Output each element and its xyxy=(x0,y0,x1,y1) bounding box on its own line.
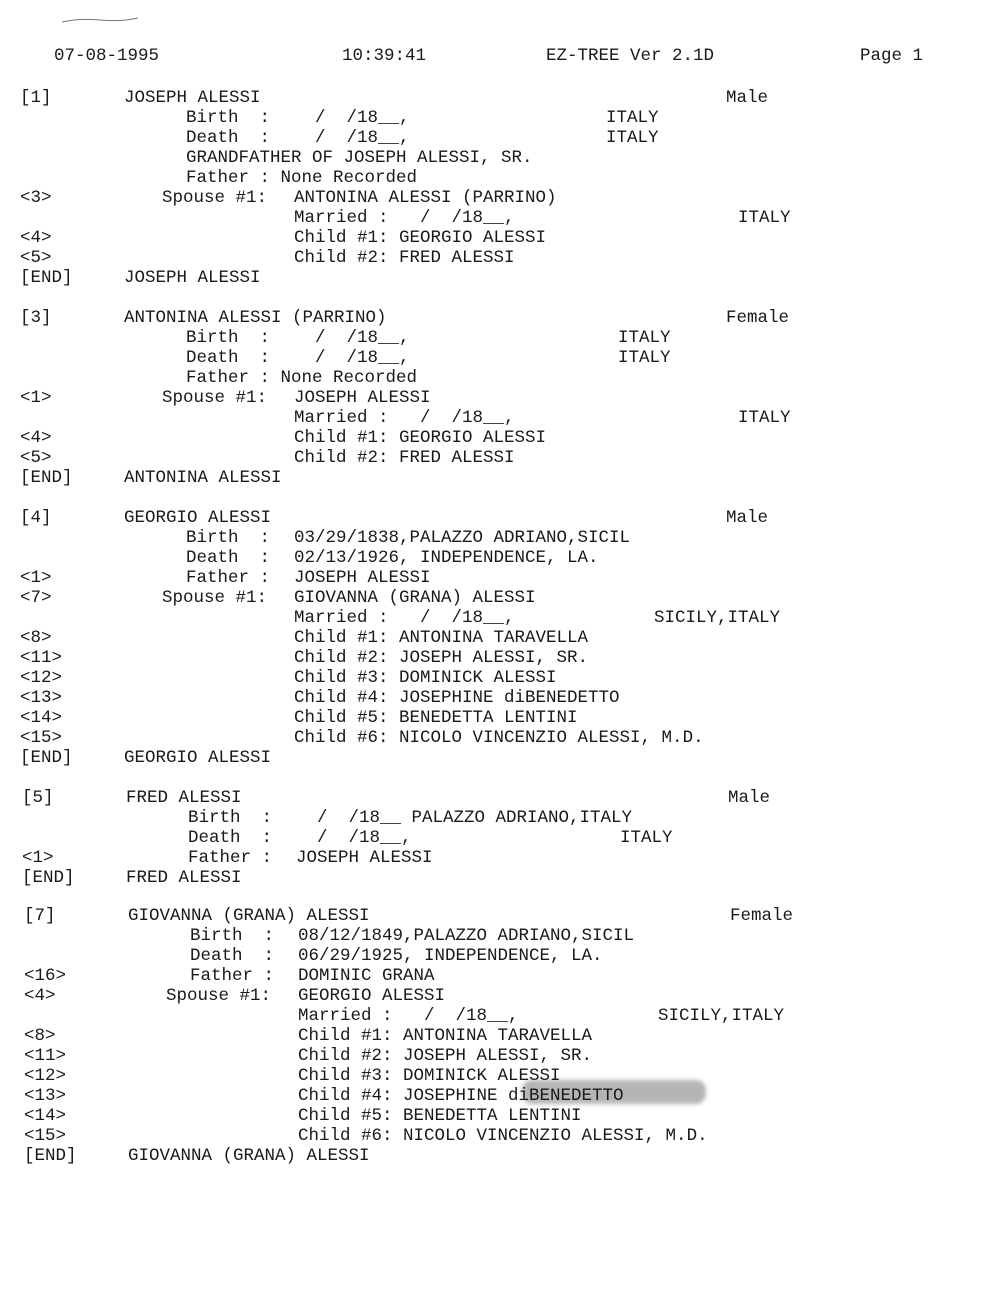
field-value: Child #2: JOSEPH ALESSI, SR. xyxy=(294,648,589,668)
record-line xyxy=(0,868,992,888)
field-label: Death : xyxy=(188,828,273,848)
record-ref: <3> xyxy=(20,188,52,208)
record-ref: <4> xyxy=(20,228,52,248)
record-line xyxy=(0,448,992,468)
record-line xyxy=(0,408,992,428)
record-ref: <8> xyxy=(24,1026,56,1046)
record-ref: [4] xyxy=(20,508,52,528)
field-value: DOMINIC GRANA xyxy=(298,966,435,986)
field-value: Child #1: ANTONINA TARAVELLA xyxy=(294,628,589,648)
field-label: Father : xyxy=(186,568,271,588)
person-name: FRED ALESSI xyxy=(126,788,242,808)
record-ref: <14> xyxy=(20,708,63,728)
record-line xyxy=(0,1026,992,1046)
record-line xyxy=(0,108,992,128)
field-label: Death : xyxy=(186,128,271,148)
record-ref: <12> xyxy=(20,668,63,688)
record-line xyxy=(0,388,992,408)
person-name: GEORGIO ALESSI xyxy=(124,748,272,768)
field-value: JOSEPH ALESSI xyxy=(294,568,431,588)
field-label: GRANDFATHER OF JOSEPH ALESSI, SR. xyxy=(186,148,533,168)
right-column-value: ITALY xyxy=(606,128,659,148)
record-ref: <4> xyxy=(20,428,52,448)
program-version: EZ-TREE Ver 2.1D xyxy=(546,46,715,66)
pen-scribble-mark xyxy=(60,12,140,26)
report-date: 07-08-1995 xyxy=(54,46,160,66)
record-line xyxy=(0,188,992,208)
right-column-value: Male xyxy=(728,788,771,808)
field-label: Father : None Recorded xyxy=(186,368,418,388)
field-value: GEORGIO ALESSI xyxy=(298,986,446,1006)
record-line xyxy=(0,248,992,268)
record-line xyxy=(0,208,992,228)
record-line xyxy=(0,588,992,608)
field-value: JOSEPH ALESSI xyxy=(294,388,431,408)
field-value: Child #3: DOMINICK ALESSI xyxy=(294,668,557,688)
field-value: / /18__, xyxy=(294,328,410,348)
record-line xyxy=(0,748,992,768)
field-value: 06/29/1925, INDEPENDENCE, LA. xyxy=(298,946,603,966)
field-value: GIOVANNA (GRANA) ALESSI xyxy=(294,588,536,608)
person-name: GIOVANNA (GRANA) ALESSI xyxy=(128,1146,370,1166)
record-ref: <14> xyxy=(24,1106,67,1126)
record-ref: <1> xyxy=(20,388,52,408)
right-column-value: ITALY xyxy=(738,208,791,228)
right-column-value: ITALY xyxy=(618,348,671,368)
right-column-value: Male xyxy=(726,88,769,108)
field-value: Married : / /18__, xyxy=(294,208,515,228)
field-value: Child #2: FRED ALESSI xyxy=(294,248,515,268)
record-line xyxy=(0,508,992,528)
record-line xyxy=(0,946,992,966)
record-ref: <13> xyxy=(20,688,63,708)
record-line xyxy=(0,1146,992,1166)
record-line xyxy=(0,368,992,388)
record-line xyxy=(0,668,992,688)
record-ref: <15> xyxy=(20,728,63,748)
field-value: Child #6: NICOLO VINCENZIO ALESSI, M.D. xyxy=(294,728,704,748)
record-line xyxy=(0,568,992,588)
record-line xyxy=(0,428,992,448)
record-line xyxy=(0,848,992,868)
record-ref: <7> xyxy=(20,588,52,608)
right-column-value: ITALY xyxy=(618,328,671,348)
field-value: ANTONINA ALESSI (PARRINO) xyxy=(294,188,557,208)
record-line xyxy=(0,1006,992,1026)
record-ref: <1> xyxy=(22,848,54,868)
record-line xyxy=(0,1046,992,1066)
record-line xyxy=(0,728,992,748)
field-value: 02/13/1926, INDEPENDENCE, LA. xyxy=(294,548,599,568)
field-label: Spouse #1: xyxy=(162,388,268,408)
field-value: Married : / /18__, xyxy=(294,608,515,628)
field-value: Child #3: DOMINICK ALESSI xyxy=(298,1066,561,1086)
record-line xyxy=(0,608,992,628)
field-value: 03/29/1838,PALAZZO ADRIANO,SICIL xyxy=(294,528,631,548)
record-ref: <16> xyxy=(24,966,67,986)
record-ref: [3] xyxy=(20,308,52,328)
record-line xyxy=(0,88,992,108)
right-column-value: ITALY xyxy=(620,828,673,848)
record-ref: <13> xyxy=(24,1086,67,1106)
field-label: Father : xyxy=(190,966,275,986)
field-value: Child #1: GEORGIO ALESSI xyxy=(294,428,547,448)
person-name: FRED ALESSI xyxy=(126,868,242,888)
field-value: / /18__, xyxy=(294,108,410,128)
record-ref: <15> xyxy=(24,1126,67,1146)
record-line xyxy=(0,708,992,728)
right-column-value: Female xyxy=(726,308,790,328)
record-line xyxy=(0,168,992,188)
record-line xyxy=(0,986,992,1006)
record-ref: [5] xyxy=(22,788,54,808)
record-line xyxy=(0,308,992,328)
field-label: Birth : xyxy=(188,808,273,828)
field-value: / /18__, xyxy=(294,348,410,368)
record-ref: <8> xyxy=(20,628,52,648)
record-ref: <4> xyxy=(24,986,56,1006)
field-value: / /18__ PALAZZO ADRIANO,ITALY xyxy=(296,808,633,828)
record-ref: <1> xyxy=(20,568,52,588)
record-line xyxy=(0,148,992,168)
record-line xyxy=(0,268,992,288)
field-label: Birth : xyxy=(186,328,271,348)
person-name: JOSEPH ALESSI xyxy=(124,88,261,108)
record-line xyxy=(0,528,992,548)
field-value: Child #2: JOSEPH ALESSI, SR. xyxy=(298,1046,593,1066)
field-value: / /18__, xyxy=(296,828,412,848)
field-value: / /18__, xyxy=(294,128,410,148)
record-line xyxy=(0,808,992,828)
record-ref: <11> xyxy=(20,648,63,668)
field-label: Birth : xyxy=(186,528,271,548)
field-value: JOSEPH ALESSI xyxy=(296,848,433,868)
right-column-value: SICILY,ITALY xyxy=(654,608,781,628)
field-value: Married : / /18__, xyxy=(298,1006,519,1026)
page-number: Page 1 xyxy=(860,46,924,66)
field-value: Child #2: FRED ALESSI xyxy=(294,448,515,468)
person-name: GIOVANNA (GRANA) ALESSI xyxy=(128,906,370,926)
record-line xyxy=(0,228,992,248)
record-line xyxy=(0,128,992,148)
field-label: Father : xyxy=(188,848,273,868)
record-line xyxy=(0,1106,992,1126)
field-label: Birth : xyxy=(190,926,275,946)
record-ref: [END] xyxy=(24,1146,77,1166)
field-label: Father : None Recorded xyxy=(186,168,418,188)
record-line xyxy=(0,348,992,368)
record-line xyxy=(0,648,992,668)
field-label: Spouse #1: xyxy=(162,588,268,608)
record-line xyxy=(0,688,992,708)
record-line xyxy=(0,1086,992,1106)
record-line xyxy=(0,328,992,348)
field-value: Child #1: ANTONINA TARAVELLA xyxy=(298,1026,593,1046)
record-line xyxy=(0,1126,992,1146)
right-column-value: Female xyxy=(730,906,794,926)
record-line xyxy=(0,1066,992,1086)
field-label: Death : xyxy=(186,548,271,568)
record-ref: [1] xyxy=(20,88,52,108)
record-ref: <11> xyxy=(24,1046,67,1066)
record-line xyxy=(0,966,992,986)
record-ref: [END] xyxy=(20,268,73,288)
field-label: Birth : xyxy=(186,108,271,128)
record-ref: [END] xyxy=(20,468,73,488)
field-value: Child #5: BENEDETTA LENTINI xyxy=(298,1106,582,1126)
right-column-value: ITALY xyxy=(738,408,791,428)
field-label: Death : xyxy=(186,348,271,368)
right-column-value: SICILY,ITALY xyxy=(658,1006,785,1026)
record-line xyxy=(0,628,992,648)
right-column-value: ITALY xyxy=(606,108,659,128)
record-line xyxy=(0,906,992,926)
field-value: Married : / /18__, xyxy=(294,408,515,428)
person-name: GEORGIO ALESSI xyxy=(124,508,272,528)
record-line xyxy=(0,468,992,488)
field-value: Child #5: BENEDETTA LENTINI xyxy=(294,708,578,728)
field-label: Death : xyxy=(190,946,275,966)
person-name: ANTONINA ALESSI (PARRINO) xyxy=(124,308,387,328)
person-name: JOSEPH ALESSI xyxy=(124,268,261,288)
field-value: Child #4: JOSEPHINE diBENEDETTO xyxy=(294,688,620,708)
record-ref: <5> xyxy=(20,448,52,468)
field-value: Child #1: GEORGIO ALESSI xyxy=(294,228,547,248)
right-column-value: Male xyxy=(726,508,769,528)
record-ref: [7] xyxy=(24,906,56,926)
field-label: Spouse #1: xyxy=(162,188,268,208)
record-line xyxy=(0,926,992,946)
record-ref: <5> xyxy=(20,248,52,268)
record-line xyxy=(0,828,992,848)
record-line xyxy=(0,788,992,808)
record-line xyxy=(0,548,992,568)
record-ref: [END] xyxy=(22,868,75,888)
record-ref: <12> xyxy=(24,1066,67,1086)
record-ref: [END] xyxy=(20,748,73,768)
field-value: 08/12/1849,PALAZZO ADRIANO,SICIL xyxy=(298,926,635,946)
person-name: ANTONINA ALESSI xyxy=(124,468,282,488)
report-time: 10:39:41 xyxy=(342,46,427,66)
field-value: Child #6: NICOLO VINCENZIO ALESSI, M.D. xyxy=(298,1126,708,1146)
field-label: Spouse #1: xyxy=(166,986,272,1006)
field-value: Child #4: JOSEPHINE diBENEDETTO xyxy=(298,1086,624,1106)
